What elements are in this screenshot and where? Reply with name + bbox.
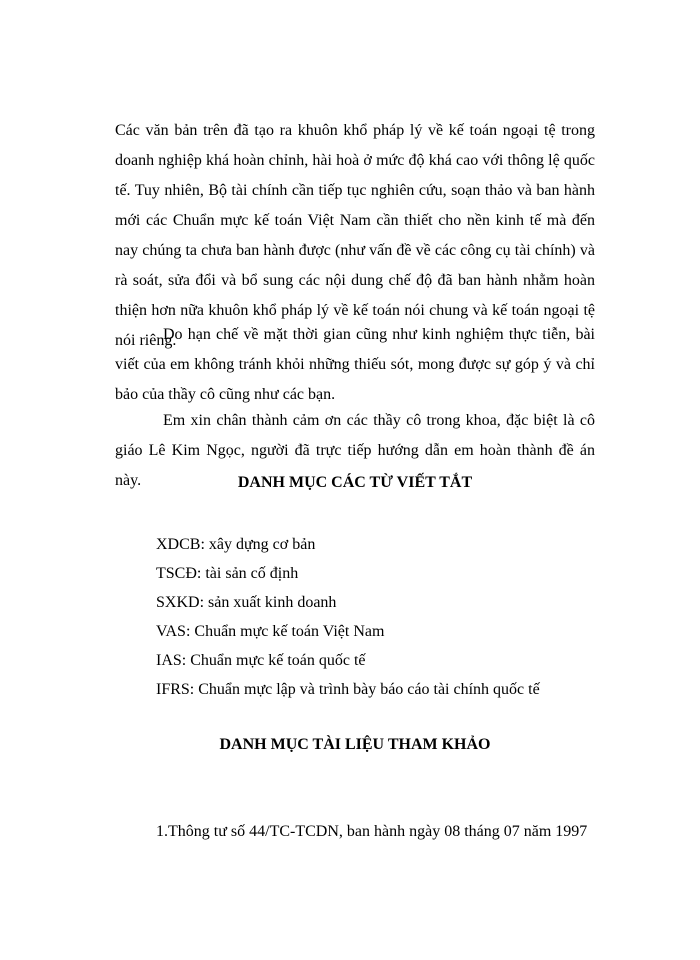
abbreviation-item: IFRS: Chuẩn mực lập và trình bày báo cáo tài chính quốc tế <box>156 681 540 698</box>
body-paragraph-limitations: Do hạn chế về mặt thời gian cũng như kinh nghiệm thực tiễn, bài viết của em không tránh khỏi những thiếu sót, mong được sự góp ý và chỉ bảo của thầy cô cũng như các bạn. <box>115 326 595 403</box>
body-paragraph-acknowledgement: Em xin chân thành cảm ơn các thầy cô trong khoa, đặc biệt là cô giáo Lê Kim Ngọc, người đã trực tiếp hướng dẫn em hoàn thành đề án này. <box>115 412 595 489</box>
references-list <box>156 820 587 844</box>
abbreviations-list <box>156 530 540 704</box>
abbreviation-item: SXKD: sản xuất kinh doanh <box>156 594 337 611</box>
abbreviation-item: TSCĐ: tài sản cố định <box>156 565 299 582</box>
abbreviations-heading: DANH MỤC CÁC TỪ VIẾT TẮT <box>237 474 473 491</box>
body-paragraph-legal-framework: Các văn bản trên đã tạo ra khuôn khổ pháp lý về kế toán ngoại tệ trong doanh nghiệp khá hoàn chỉnh, hài hoà ở mức độ khá cao với thông lệ quốc tế. Tuy nhiên, Bộ tài chính cần tiếp tục nghiên cứu, soạn thảo và ban hành mới các Chuẩn mực kế toán Việt Nam cần thiết cho nền kinh tế mà đến nay chúng ta chưa ban hành được (như vấn đề về các công cụ tài chính) và rà soát, sửa đổi và bổ sung các nội dung chế độ đã ban hành nhằm hoàn thiện hơn nữa khuôn khổ pháp lý về kế toán nói chung và kế toán ngoại tệ nói riêng. <box>115 122 595 349</box>
abbreviation-item: VAS: Chuẩn mực kế toán Việt Nam <box>156 623 385 640</box>
reference-item: 1.Thông tư số 44/TC-TCDN, ban hành ngày 08 tháng 07 năm 1997 <box>156 823 588 840</box>
abbreviation-item: XDCB: xây dựng cơ bản <box>156 536 316 553</box>
abbreviation-item: IAS: Chuẩn mực kế toán quốc tế <box>156 652 366 669</box>
references-heading: DANH MỤC TÀI LIỆU THAM KHẢO <box>219 736 491 753</box>
